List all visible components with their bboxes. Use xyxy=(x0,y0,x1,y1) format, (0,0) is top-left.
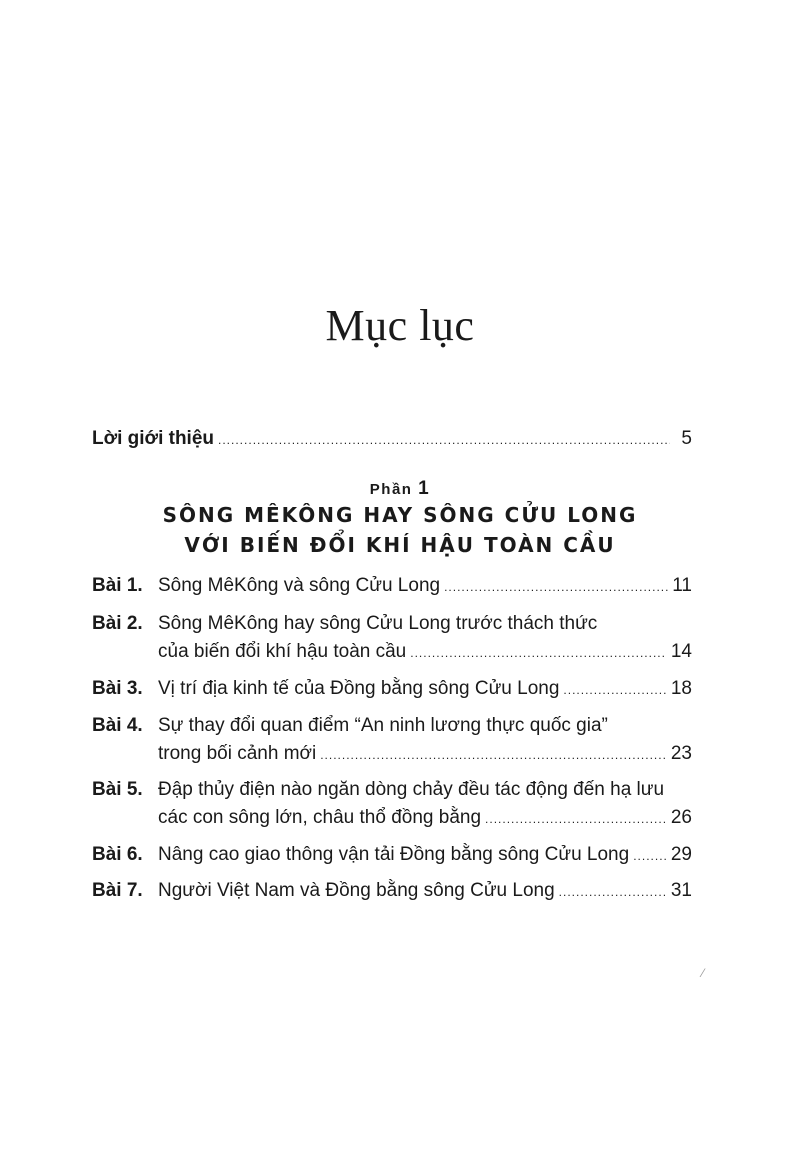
part-label-prefix: Phầ xyxy=(369,481,402,498)
page-title: Mục lục xyxy=(325,301,475,350)
page-number: 5 xyxy=(681,428,692,449)
dot-leader xyxy=(320,741,667,769)
part-heading-line1: SÔNG MÊKÔNG HAY SÔNG CỬU LONG xyxy=(162,503,638,527)
page-number: 18 xyxy=(670,678,692,699)
lesson-title: Vị trí địa kinh tế của Đồng bằng sông Cửu Long xyxy=(158,678,560,699)
toc-entry-4 xyxy=(92,712,692,769)
part-label-suffix: n xyxy=(401,481,413,498)
page-number: 29 xyxy=(670,844,692,865)
dot-leader xyxy=(218,426,670,454)
page-number: 31 xyxy=(670,880,692,901)
part-heading-line2: VỚI BIẾN ĐỔI KHÍ HẬU TOÀN CẦU xyxy=(184,533,616,557)
toc-entry-2 xyxy=(92,610,692,667)
lesson-title: Sông MêKông và sông Cửu Long xyxy=(158,575,441,596)
lesson-title-line2: trong bối cảnh mới xyxy=(158,743,317,764)
lesson-number: Bài 5. xyxy=(92,779,143,800)
page-number: 26 xyxy=(670,807,692,828)
lesson-number: Bài 7. xyxy=(92,880,143,901)
toc-entry-7 xyxy=(92,877,692,906)
page-number: 23 xyxy=(670,743,692,764)
lesson-title: Nâng cao giao thông vận tải Đồng bằng sông Cửu Long xyxy=(158,844,630,865)
page-number: 14 xyxy=(670,641,692,662)
toc-entry-6 xyxy=(92,841,692,870)
part-label xyxy=(0,478,800,500)
scan-speck: ⁄ xyxy=(702,966,705,980)
lesson-title-line1: Sự thay đổi quan điểm “An ninh lương thực quốc gia” xyxy=(158,715,608,736)
part-number: 1 xyxy=(418,478,431,499)
toc-entry-1 xyxy=(92,572,692,601)
toc-entry-5 xyxy=(92,776,692,833)
lesson-number: Bài 3. xyxy=(92,678,143,699)
lesson-number: Bài 2. xyxy=(92,613,143,634)
dot-leader xyxy=(485,805,667,833)
dot-leader xyxy=(410,639,667,667)
dot-leader xyxy=(444,573,668,601)
toc-entry-intro xyxy=(92,425,692,454)
lesson-number: Bài 6. xyxy=(92,844,143,865)
lesson-title-line1: Sông MêKông hay sông Cửu Long trước thách thức xyxy=(158,613,598,634)
lesson-title-line2: các con sông lớn, châu thổ đồng bằng xyxy=(158,807,482,828)
lesson-number: Bài 1. xyxy=(92,575,143,596)
page-number: 11 xyxy=(672,575,692,596)
lesson-title-line2: của biến đổi khí hậu toàn cầu xyxy=(158,641,407,662)
lesson-title: Người Việt Nam và Đồng bằng sông Cửu Long xyxy=(158,880,555,901)
lesson-number: Bài 4. xyxy=(92,715,143,736)
dot-leader xyxy=(563,676,666,704)
intro-label: Lời giới thiệu xyxy=(92,428,215,449)
lesson-title-line1: Đập thủy điện nào ngăn dòng chảy đều tác động đến hạ lưu xyxy=(158,779,665,800)
dot-leader xyxy=(633,842,667,870)
toc-entry-3 xyxy=(92,675,692,704)
dot-leader xyxy=(559,878,667,906)
